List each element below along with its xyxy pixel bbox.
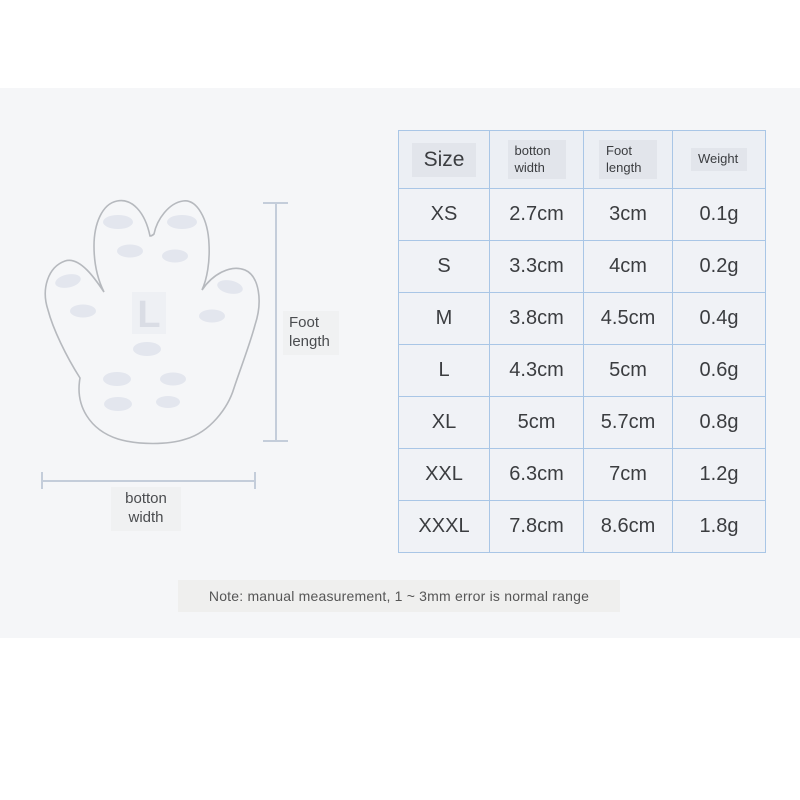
paw-pad-spot <box>70 305 96 318</box>
bottom-width-left-cap <box>41 472 43 489</box>
column-header-foot-length <box>584 131 673 189</box>
paw-pad-spot <box>133 342 161 356</box>
cell-foot-length: 3cm <box>584 189 673 241</box>
cell-bottom-width: 7.8cm <box>490 501 584 553</box>
column-header-bottom-width-label: botton width <box>508 140 566 179</box>
note-bar <box>178 580 620 612</box>
foot-length-dimension-line <box>275 203 277 441</box>
paw-pad-spot <box>103 215 133 229</box>
table-row <box>399 345 766 397</box>
cell-size: L <box>399 345 490 397</box>
cell-size: XXL <box>399 449 490 501</box>
bottom-width-dimension-line <box>42 480 256 482</box>
cell-bottom-width: 5cm <box>490 397 584 449</box>
table-row <box>399 293 766 345</box>
column-header-size <box>399 131 490 189</box>
paw-pad-spot <box>104 397 132 411</box>
size-chart-table <box>398 130 766 553</box>
cell-size: M <box>399 293 490 345</box>
column-header-weight-label: Weight <box>691 148 747 170</box>
paw-pad-spot <box>199 310 225 323</box>
cell-bottom-width: 3.8cm <box>490 293 584 345</box>
cell-weight: 0.1g <box>673 189 766 241</box>
cell-foot-length: 5.7cm <box>584 397 673 449</box>
column-header-foot-length-label: Foot length <box>599 140 657 179</box>
paw-diagram <box>38 194 268 456</box>
cell-weight: 0.8g <box>673 397 766 449</box>
cell-foot-length: 4cm <box>584 241 673 293</box>
bottom-width-label: botton width <box>111 487 181 531</box>
table-row <box>399 241 766 293</box>
table-row <box>399 397 766 449</box>
table-header-row <box>399 131 766 189</box>
column-header-weight <box>673 131 766 189</box>
table-row <box>399 189 766 241</box>
paw-size-letter: L <box>137 294 161 336</box>
cell-bottom-width: 3.3cm <box>490 241 584 293</box>
cell-bottom-width: 4.3cm <box>490 345 584 397</box>
cell-size: XS <box>399 189 490 241</box>
paw-pad-spot <box>160 373 186 386</box>
cell-weight: 0.2g <box>673 241 766 293</box>
cell-foot-length: 7cm <box>584 449 673 501</box>
foot-length-top-cap <box>263 202 288 204</box>
cell-foot-length: 4.5cm <box>584 293 673 345</box>
column-header-bottom-width <box>490 131 584 189</box>
cell-size: XL <box>399 397 490 449</box>
column-header-size-label: Size <box>412 143 477 177</box>
table-row <box>399 449 766 501</box>
bottom-width-right-cap <box>254 472 256 489</box>
cell-foot-length: 5cm <box>584 345 673 397</box>
cell-foot-length: 8.6cm <box>584 501 673 553</box>
cell-size: S <box>399 241 490 293</box>
cell-weight: 1.8g <box>673 501 766 553</box>
cell-weight: 0.4g <box>673 293 766 345</box>
cell-weight: 1.2g <box>673 449 766 501</box>
paw-pad-spot <box>167 215 197 229</box>
paw-pad-spot <box>103 372 131 386</box>
table-row <box>399 501 766 553</box>
paw-pad-spot <box>117 245 143 258</box>
cell-weight: 0.6g <box>673 345 766 397</box>
cell-size: XXXL <box>399 501 490 553</box>
paw-pad-spot <box>156 396 180 408</box>
foot-length-bottom-cap <box>263 440 288 442</box>
paw-pad-spot <box>162 250 188 263</box>
foot-length-label: Foot length <box>283 311 339 355</box>
note-text: Note: manual measurement, 1 ~ 3mm error is normal range <box>208 588 590 604</box>
cell-bottom-width: 6.3cm <box>490 449 584 501</box>
cell-bottom-width: 2.7cm <box>490 189 584 241</box>
